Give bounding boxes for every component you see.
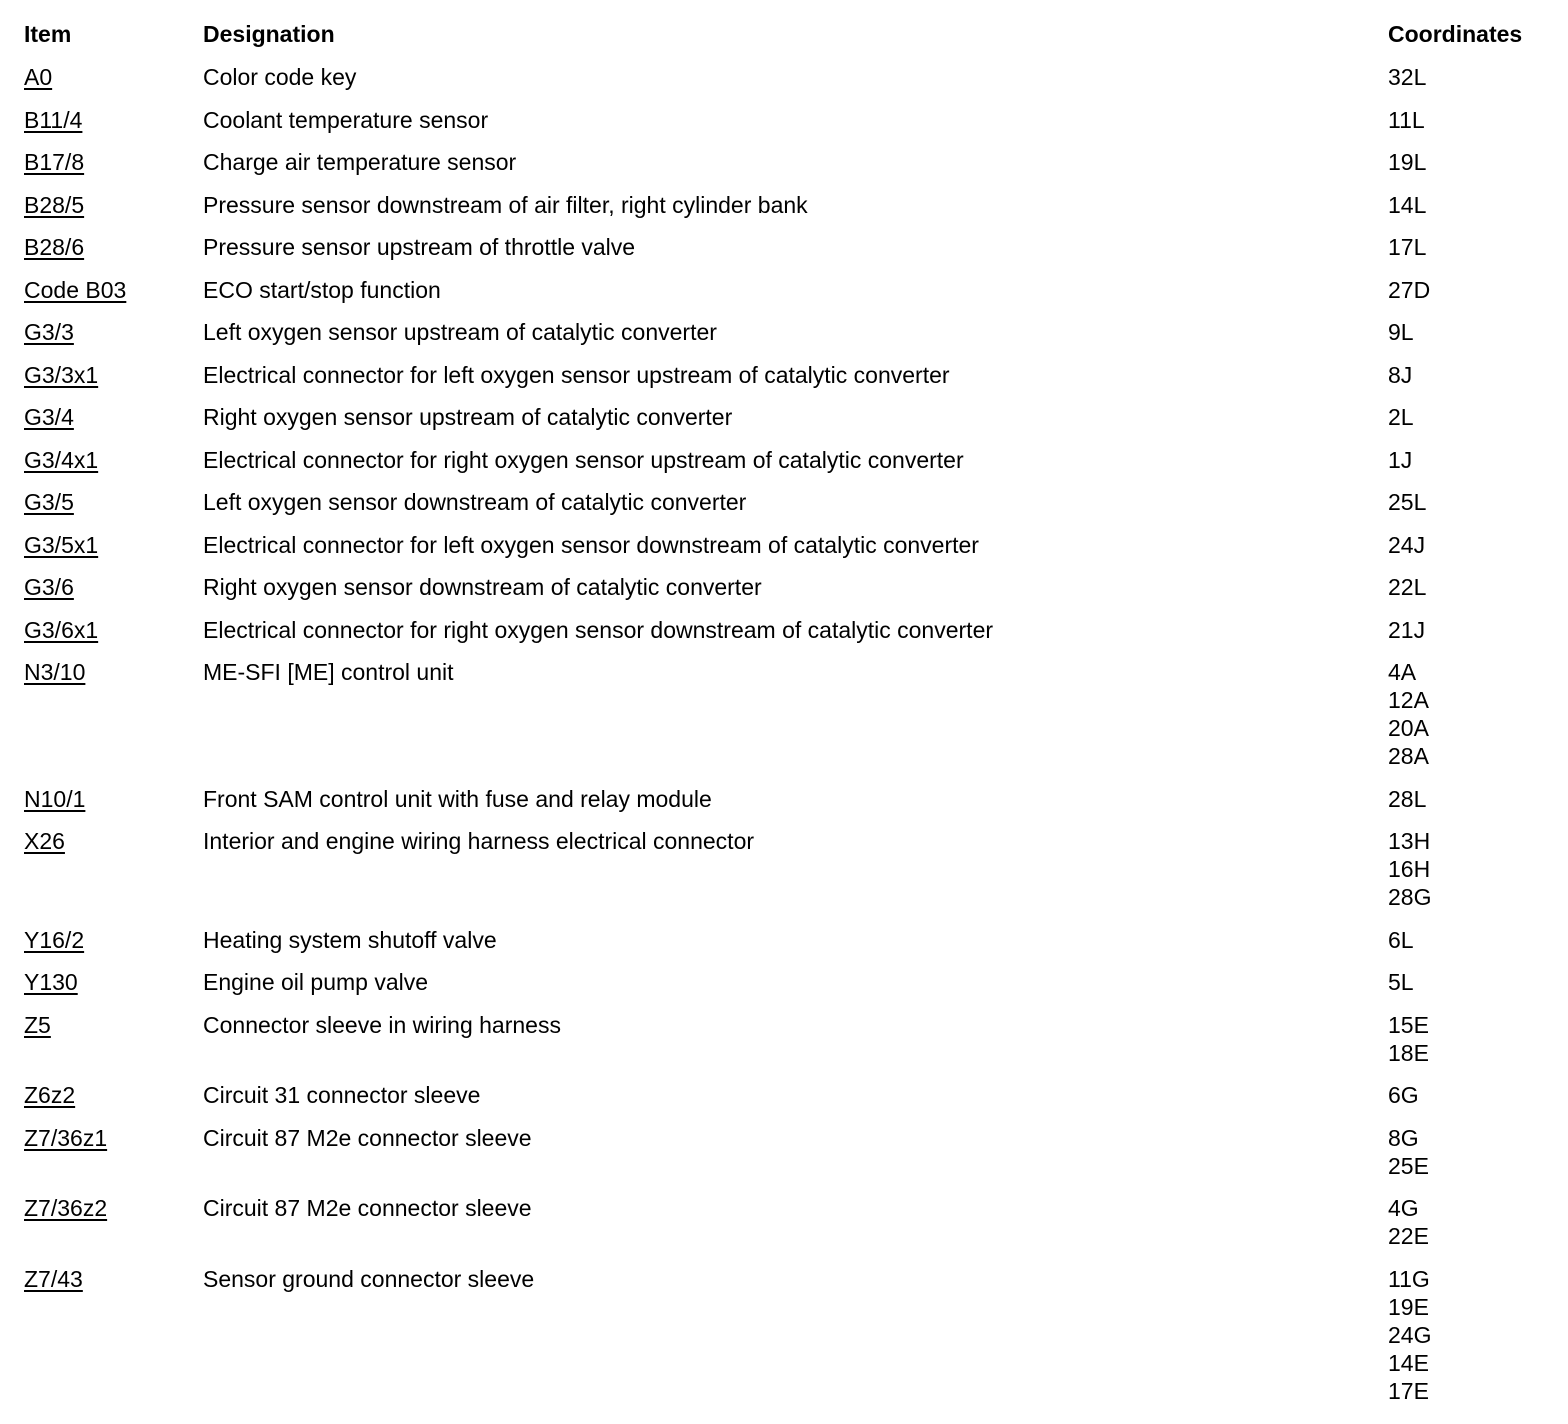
coordinates-cell [1388,1011,1429,1067]
coordinates-cell [1388,573,1426,601]
coordinate-value: 6G [1388,1082,1419,1108]
item-link[interactable]: B17/8 [24,149,85,175]
table-row [0,1265,1568,1420]
coordinates-cell [1388,968,1414,996]
designation-cell: Sensor ground connector sleeve [203,1265,535,1292]
designation-cell: Pressure sensor upstream of throttle valve [203,234,636,260]
coordinates-cell [1388,446,1412,474]
coordinate-value: 8J [1388,361,1413,388]
item-cell [24,233,84,261]
item-cell [24,318,74,346]
table-row [0,1081,1568,1124]
designation-cell: Left oxygen sensor upstream of catalytic converter [203,319,717,345]
item-link[interactable]: Z7/36z1 [24,1124,108,1151]
table-row [0,968,1568,1011]
item-link[interactable]: G3/6 [24,574,74,600]
coordinate-value: 19E [1388,1293,1429,1320]
coordinates-cell [1388,488,1426,516]
item-cell [24,573,74,601]
designation-cell: Pressure sensor downstream of air filter, right cylinder bank [203,191,808,218]
item-cell [24,616,98,644]
coordinate-value: 28G [1388,884,1432,910]
coordinate-value: 11G [1388,1265,1430,1292]
item-link[interactable]: B28/6 [24,234,85,260]
designation-cell: Right oxygen sensor downstream of catalytic converter [203,574,762,600]
coordinate-value: 4A [1388,659,1417,685]
designation-cell: ME-SFI [ME] control unit [203,659,454,685]
coordinate-value: 25L [1388,489,1427,515]
item-cell [24,361,98,389]
table-row [0,827,1568,926]
item-link[interactable]: G3/3 [24,319,74,345]
coordinate-value: 14E [1388,1349,1429,1376]
item-cell [24,276,126,304]
designation-cell: Front SAM control unit with fuse and relay module [203,785,712,812]
item-cell [24,403,74,431]
coordinate-value: 24G [1388,1321,1432,1348]
coordinate-value: 27D [1388,276,1431,303]
header-item: Item [24,21,72,47]
coordinate-value: 22L [1388,574,1427,600]
coordinate-value: 19L [1388,149,1427,175]
table-row [0,233,1568,276]
coordinate-value: 11L [1388,106,1425,133]
item-cell [24,531,98,559]
item-link[interactable]: G3/3x1 [24,361,99,388]
coordinates-cell [1388,1081,1419,1109]
designation-cell: Connector sleeve in wiring harness [203,1011,561,1038]
item-link[interactable]: Y16/2 [24,926,85,953]
item-cell [24,785,85,813]
item-link[interactable]: A0 [24,64,53,90]
designation-cell: Left oxygen sensor downstream of catalytic converter [203,489,747,515]
item-link[interactable]: Z6z2 [24,1082,76,1108]
table-row [0,1011,1568,1082]
item-link[interactable]: N10/1 [24,785,86,812]
table-row [0,318,1568,361]
designation-cell: Coolant temperature sensor [203,106,489,133]
coordinate-value: 8G [1388,1124,1419,1151]
coordinate-value: 20A [1388,715,1429,741]
coordinates-cell [1388,148,1426,176]
designation-cell: Charge air temperature sensor [203,149,517,175]
item-cell [24,488,74,516]
item-link[interactable]: G3/4x1 [24,446,99,473]
item-cell [24,926,84,954]
table-row [0,148,1568,191]
designation-cell: Engine oil pump valve [203,969,429,995]
header-designation: Designation [203,21,335,47]
coordinates-cell [1388,1265,1431,1405]
designation-cell: Electrical connector for left oxygen sensor downstream of catalytic converter [203,531,979,558]
designation-cell: Color code key [203,64,357,90]
item-link[interactable]: Z7/43 [24,1265,83,1292]
coordinate-value: 28L [1388,785,1427,812]
table-row [0,616,1568,659]
item-cell [24,1011,51,1039]
designation-cell: Electrical connector for left oxygen sensor upstream of catalytic converter [203,361,950,388]
coordinates-cell [1388,276,1430,304]
table-row [0,926,1568,969]
coordinates-cell [1388,531,1425,559]
table-row [0,1124,1568,1195]
table-row [0,658,1568,785]
coordinate-value: 17E [1388,1377,1429,1404]
coordinates-cell [1388,191,1426,219]
coordinates-cell [1388,318,1414,346]
table-row [0,531,1568,574]
designation-cell: Heating system shutoff valve [203,926,497,953]
coordinate-value: 16H [1388,856,1431,882]
table-row [0,63,1568,106]
coordinates-cell [1388,403,1414,431]
item-link[interactable]: B28/5 [24,191,85,218]
table-row [0,106,1568,149]
item-cell [24,63,52,91]
coordinates-cell [1388,233,1426,261]
table-header [0,0,1568,63]
coordinate-value: 9L [1388,319,1414,345]
table-row [0,446,1568,489]
coordinate-value: 28A [1388,743,1429,769]
item-link[interactable]: Z5 [24,1011,51,1038]
coordinate-value: 14L [1388,191,1427,218]
item-cell [24,106,82,134]
coordinates-cell [1388,616,1425,644]
coordinate-value: 5L [1388,969,1414,995]
designation-cell: ECO start/stop function [203,276,441,303]
item-link[interactable]: G3/5x1 [24,531,99,558]
coordinates-cell [1388,658,1429,770]
table-row [0,1194,1568,1265]
coordinates-cell [1388,1124,1429,1180]
coordinate-value: 24J [1388,531,1426,558]
table-row [0,191,1568,234]
coordinate-value: 15E [1388,1011,1429,1038]
coordinates-cell [1388,1194,1429,1250]
coordinate-value: 21J [1388,616,1426,643]
item-cell [24,1081,75,1109]
coordinates-cell [1388,785,1426,813]
item-link[interactable]: Z7/36z2 [24,1195,108,1221]
table-body [0,63,1568,1419]
coordinates-cell [1388,361,1412,389]
coordinate-value: 18E [1388,1039,1429,1066]
coordinate-value: 22E [1388,1223,1429,1249]
table-row [0,573,1568,616]
coordinates-cell [1388,106,1425,134]
coordinate-value: 32L [1388,64,1427,90]
item-cell [24,1194,107,1222]
coordinate-value: 6L [1388,926,1414,953]
item-cell [24,191,84,219]
coordinate-value: 4G [1388,1195,1419,1221]
designation-cell: Right oxygen sensor upstream of catalytic converter [203,404,733,430]
coordinate-value: 25E [1388,1152,1429,1179]
item-link[interactable]: Y130 [24,969,78,995]
table-row [0,403,1568,446]
coordinates-cell [1388,926,1414,954]
header-coordinates: Coordinates [1388,21,1523,47]
item-link[interactable]: B11/4 [24,106,83,133]
table-row [0,488,1568,531]
item-cell [24,446,98,474]
item-link[interactable]: Code B03 [24,276,127,303]
item-cell [24,968,78,996]
table-row [0,361,1568,404]
designation-cell: Interior and engine wiring harness electrical connector [203,828,755,854]
item-link[interactable]: X26 [24,828,65,854]
coordinates-cell [1388,827,1431,911]
coordinate-value: 1J [1388,446,1413,473]
item-link[interactable]: G3/5 [24,489,74,515]
item-link[interactable]: G3/6x1 [24,616,99,643]
item-cell [24,658,85,686]
coordinate-value: 13H [1388,828,1431,854]
item-cell [24,148,84,176]
item-cell [24,1265,83,1293]
coordinate-value: 12A [1388,687,1429,713]
designation-cell: Electrical connector for right oxygen sensor downstream of catalytic converter [203,616,994,643]
coordinate-value: 17L [1388,234,1427,260]
designation-cell: Circuit 87 M2e connector sleeve [203,1124,532,1151]
designation-cell: Circuit 31 connector sleeve [203,1082,481,1108]
item-cell [24,827,65,855]
item-cell [24,1124,107,1152]
table-row [0,785,1568,828]
table-row [0,276,1568,319]
coordinate-value: 2L [1388,404,1414,430]
item-link[interactable]: G3/4 [24,404,74,430]
designation-cell: Electrical connector for right oxygen sensor upstream of catalytic converter [203,446,964,473]
coordinates-cell [1388,63,1426,91]
designation-cell: Circuit 87 M2e connector sleeve [203,1195,532,1221]
item-link[interactable]: N3/10 [24,659,86,685]
